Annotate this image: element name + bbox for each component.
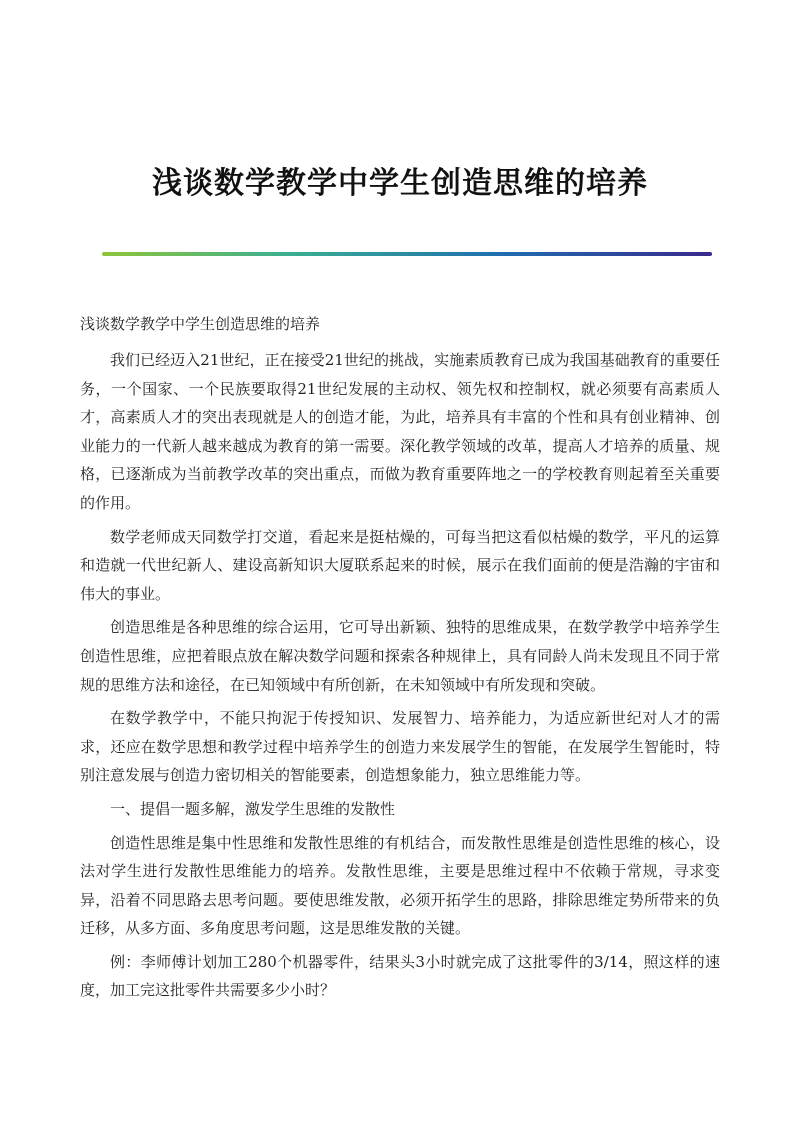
paragraph-teaching: 在数学教学中，不能只拘泥于传授知识、发展智力、培养能力，为适应新世纪对人才的需求，还应在数学思想和教学过程中培养学生的创造力来发展学生的智能，在发展学生智能时，特别注意发展与创造力密切相关的智能要素，创造想象能力，独立思维能力等。: [80, 709, 720, 785]
paragraph-creative-thinking: 创造思维是各种思维的综合运用，它可导出新颖、独特的思维成果，在数学教学中培养学生创造性思维，应把着眼点放在解决数学问题和探索各种规律上，具有同龄人尚未发现且不同于常规的思维方法和途径，在已知领域中有所创新，在未知领域中有所发现和突破。: [80, 618, 720, 694]
paragraph-example: 例：李师傅计划加工280个机器零件，结果头3小时就完成了这批零件的3/14，照这样的速度，加工完这批零件共需要多少小时？: [80, 952, 720, 1000]
title-divider: [102, 252, 712, 256]
page-title: 浅谈数学教学中学生创造思维的培养: [152, 166, 648, 201]
section-heading-1: 一、提倡一题多解，激发学生思维的发散性: [110, 799, 396, 818]
paragraph-divergent-thinking: 创造性思维是集中性思维和发散性思维的有机结合，而发散性思维是创造性思维的核心，设法对学生进行发散性思维能力的培养。发散性思维，主要是思维过程中不依赖于常规，寻求变异，沿着不同思路去思考问题。要使思维发散，必须开拓学生的思路，排除思维定势所带来的负迁移，从多方面、多角度思考问题，这是思维发散的关键。: [80, 833, 720, 938]
document-body: [80, 308, 720, 1010]
paragraph-intro: 我们已经迈入21世纪，正在接受21世纪的挑战，实施素质教育已成为我国基础教育的重要任务，一个国家、一个民族要取得21世纪发展的主动权、领先权和控制权，就必须要有高素质人才，高素质人才的突出表现就是人的创造才能，为此，培养具有丰富的个性和具有创业精神、创业能力的一代新人越来越成为教育的第一需要。深化教学领域的改革，提高人才培养的质量、规格，已逐渐成为当前教学改革的突出重点，而做为教育重要阵地之一的学校教育则起着至关重要的作用。: [80, 351, 720, 512]
paragraph-math-teacher: 数学老师成天同数学打交道，看起来是挺枯燥的，可每当把这看似枯燥的数学，平凡的运算和造就一代世纪新人、建设高新知识大厦联系起来的时候，展示在我们面前的便是浩瀚的宇宙和伟大的事业。: [80, 527, 720, 603]
document-subtitle: 浅谈数学教学中学生创造思维的培养: [80, 315, 321, 333]
